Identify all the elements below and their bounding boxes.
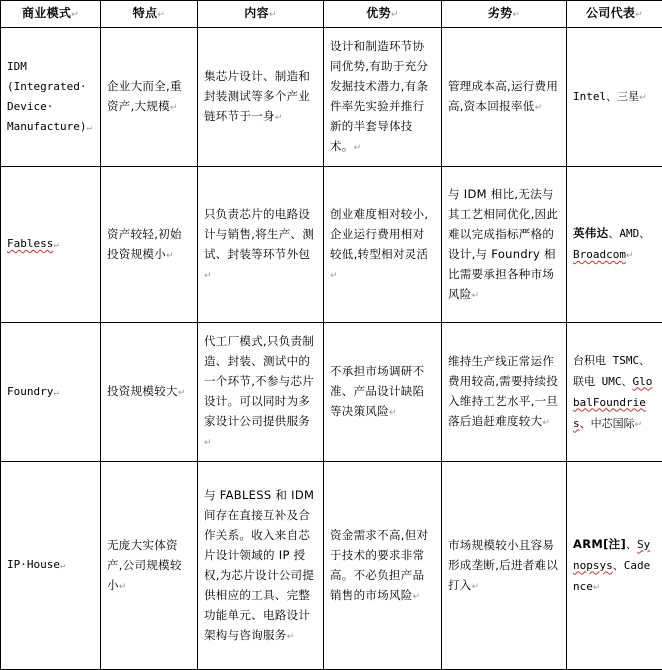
table-row	[1, 323, 662, 462]
advantage-cell: 创业难度相对较小,企业运行费用相对较低,转型相对灵活↵	[324, 167, 442, 323]
company-name: 、	[626, 538, 637, 551]
disadvantage-cell: 市场规模较小且容易形成垄断,后进者难以打入↵	[442, 462, 567, 670]
content-cell: 集芯片设计、制造和封装测试等多个产业链环节于一身↵	[198, 28, 324, 167]
disadvantage-cell-text: 维持生产线正常运作费用较高,需要持续投入维持工艺水平,一旦落后追赶难度较大	[448, 354, 558, 428]
header-cell-disadvantage: 劣势↵	[442, 1, 567, 28]
feature-cell: 企业大而全,重资产,大规模↵	[101, 28, 198, 167]
feature-cell: 投资规模较大↵	[101, 323, 198, 462]
header-row	[1, 1, 662, 28]
disadvantage-cell: 维持生产线正常运作费用较高,需要持续投入维持工艺水平,一旦落后追赶难度较大↵	[442, 323, 567, 462]
company-name: Intel、三星	[573, 90, 639, 103]
disadvantage-cell-text: 管理成本高,运行费用高,资本回报率低	[448, 79, 558, 113]
content-cell-text: 与 FABLESS 和 IDM 间存在直接互补及合作关系。收入来自芯片设计领域的 IP 授权,为芯片设计公司提供相应的工具、完整功能单元、电路设计架构与咨询服务	[204, 488, 314, 642]
company-name: 台积电 TSMC、联电 UMC、	[573, 354, 650, 388]
model-cell: IDM (Integrated· Device· Manufacture)↵	[1, 28, 101, 167]
advantage-cell-text: 资金需求不高,但对于技术的要求非常高。不必负担产品销售的市场风险	[330, 528, 428, 602]
representatives-cell: 台积电 TSMC、联电 UMC、GlobalFoundries、中芯国际↵	[567, 323, 662, 462]
disadvantage-cell: 与 IDM 相比,无法与其工艺相同优化,因此难以完成指标严格的设计,与 Foundry 相比需要承担各种市场风险↵	[442, 167, 567, 323]
table-row	[1, 167, 662, 323]
header-cell-feature: 特点↵	[101, 1, 198, 28]
advantage-cell: 设计和制造环节协同优势,有助于充分发掘技术潜力,有条件率先实验并推行新的半套导体技术。↵	[324, 28, 442, 167]
table-row	[1, 28, 662, 167]
model-cell-text: Fabless	[7, 237, 53, 250]
representatives-cell: Intel、三星↵	[567, 28, 662, 167]
company-name: GlobalFoundries	[573, 375, 652, 430]
model-cell-text: IP·House	[7, 558, 60, 571]
advantage-cell: 资金需求不高,但对于技术的要求非常高。不必负担产品销售的市场风险↵	[324, 462, 442, 670]
content-cell: 只负责芯片的电路设计与销售,将生产、测试、封装等环节外包↵	[198, 167, 324, 323]
table-row	[1, 462, 662, 670]
content-cell: 代工厂模式,只负责制造、封装、测试中的一个环节,不参与芯片设计。可以同时为多家设计公司提供服务↵	[198, 323, 324, 462]
content-cell-text: 代工厂模式,只负责制造、封装、测试中的一个环节,不参与芯片设计。可以同时为多家设计公司提供服务	[204, 334, 314, 428]
header-cell-content: 内容↵	[198, 1, 324, 28]
company-name: Broadcom	[573, 248, 626, 261]
company-name: Synopsys	[573, 538, 650, 572]
advantage-cell-text: 创业难度相对较小,企业运行费用相对较低,转型相对灵活	[330, 207, 428, 261]
model-cell: Fabless↵	[1, 167, 101, 323]
header-cell-advantage: 优势↵	[324, 1, 442, 28]
content-cell-text: 集芯片设计、制造和封装测试等多个产业链环节于一身	[204, 69, 310, 123]
content-cell-text: 只负责芯片的电路设计与销售,将生产、测试、封装等环节外包	[204, 207, 314, 261]
model-cell: Foundry↵	[1, 323, 101, 462]
representatives-cell: ARM[注]、Synopsys、Cadence↵	[567, 462, 662, 670]
feature-cell: 无庞大实体资产,公司规模较小↵	[101, 462, 198, 670]
header-cell-representatives: 公司代表↵	[567, 1, 662, 28]
header-cell-model: 商业模式↵	[1, 1, 101, 28]
disadvantage-cell-text: 与 IDM 相比,无法与其工艺相同优化,因此难以完成指标严格的设计,与 Foundry 相比需要承担各种市场风险	[448, 187, 558, 301]
feature-cell-text: 资产较轻,初始投资规模小	[107, 227, 182, 261]
model-cell-text: Foundry	[7, 385, 53, 398]
company-name: ARM[注]	[573, 537, 626, 551]
content-cell: 与 FABLESS 和 IDM 间存在直接互补及合作关系。收入来自芯片设计领域的 IP 授权,为芯片设计公司提供相应的工具、完整功能单元、电路设计架构与咨询服务↵	[198, 462, 324, 670]
company-name: 英伟达	[573, 226, 608, 240]
feature-cell-text: 投资规模较大	[107, 384, 178, 398]
feature-cell-text: 企业大而全,重资产,大规模	[107, 79, 182, 113]
company-name: 、Cadence	[573, 559, 650, 593]
advantage-cell: 不承担市场调研不准、产品设计缺陷等决策风险↵	[324, 323, 442, 462]
advantage-cell-text: 设计和制造环节协同优势,有助于充分发掘技术潜力,有条件率先实验并推行新的半套导体技术。	[330, 39, 428, 153]
company-name: 、AMD、	[608, 227, 650, 240]
disadvantage-cell-text: 市场规模较小且容易形成垄断,后进者难以打入	[448, 538, 558, 592]
company-name: 、中芯国际	[580, 417, 635, 430]
advantage-cell-text: 不承担市场调研不准、产品设计缺陷等决策风险	[330, 364, 424, 418]
disadvantage-cell: 管理成本高,运行费用高,资本回报率低↵	[442, 28, 567, 167]
feature-cell: 资产较轻,初始投资规模小↵	[101, 167, 198, 323]
model-cell-text: IDM (Integrated· Device· Manufacture)	[7, 60, 86, 133]
model-cell: IP·House↵	[1, 462, 101, 670]
representatives-cell: 英伟达、AMD、Broadcom↵	[567, 167, 662, 323]
feature-cell-text: 无庞大实体资产,公司规模较小	[107, 538, 182, 592]
